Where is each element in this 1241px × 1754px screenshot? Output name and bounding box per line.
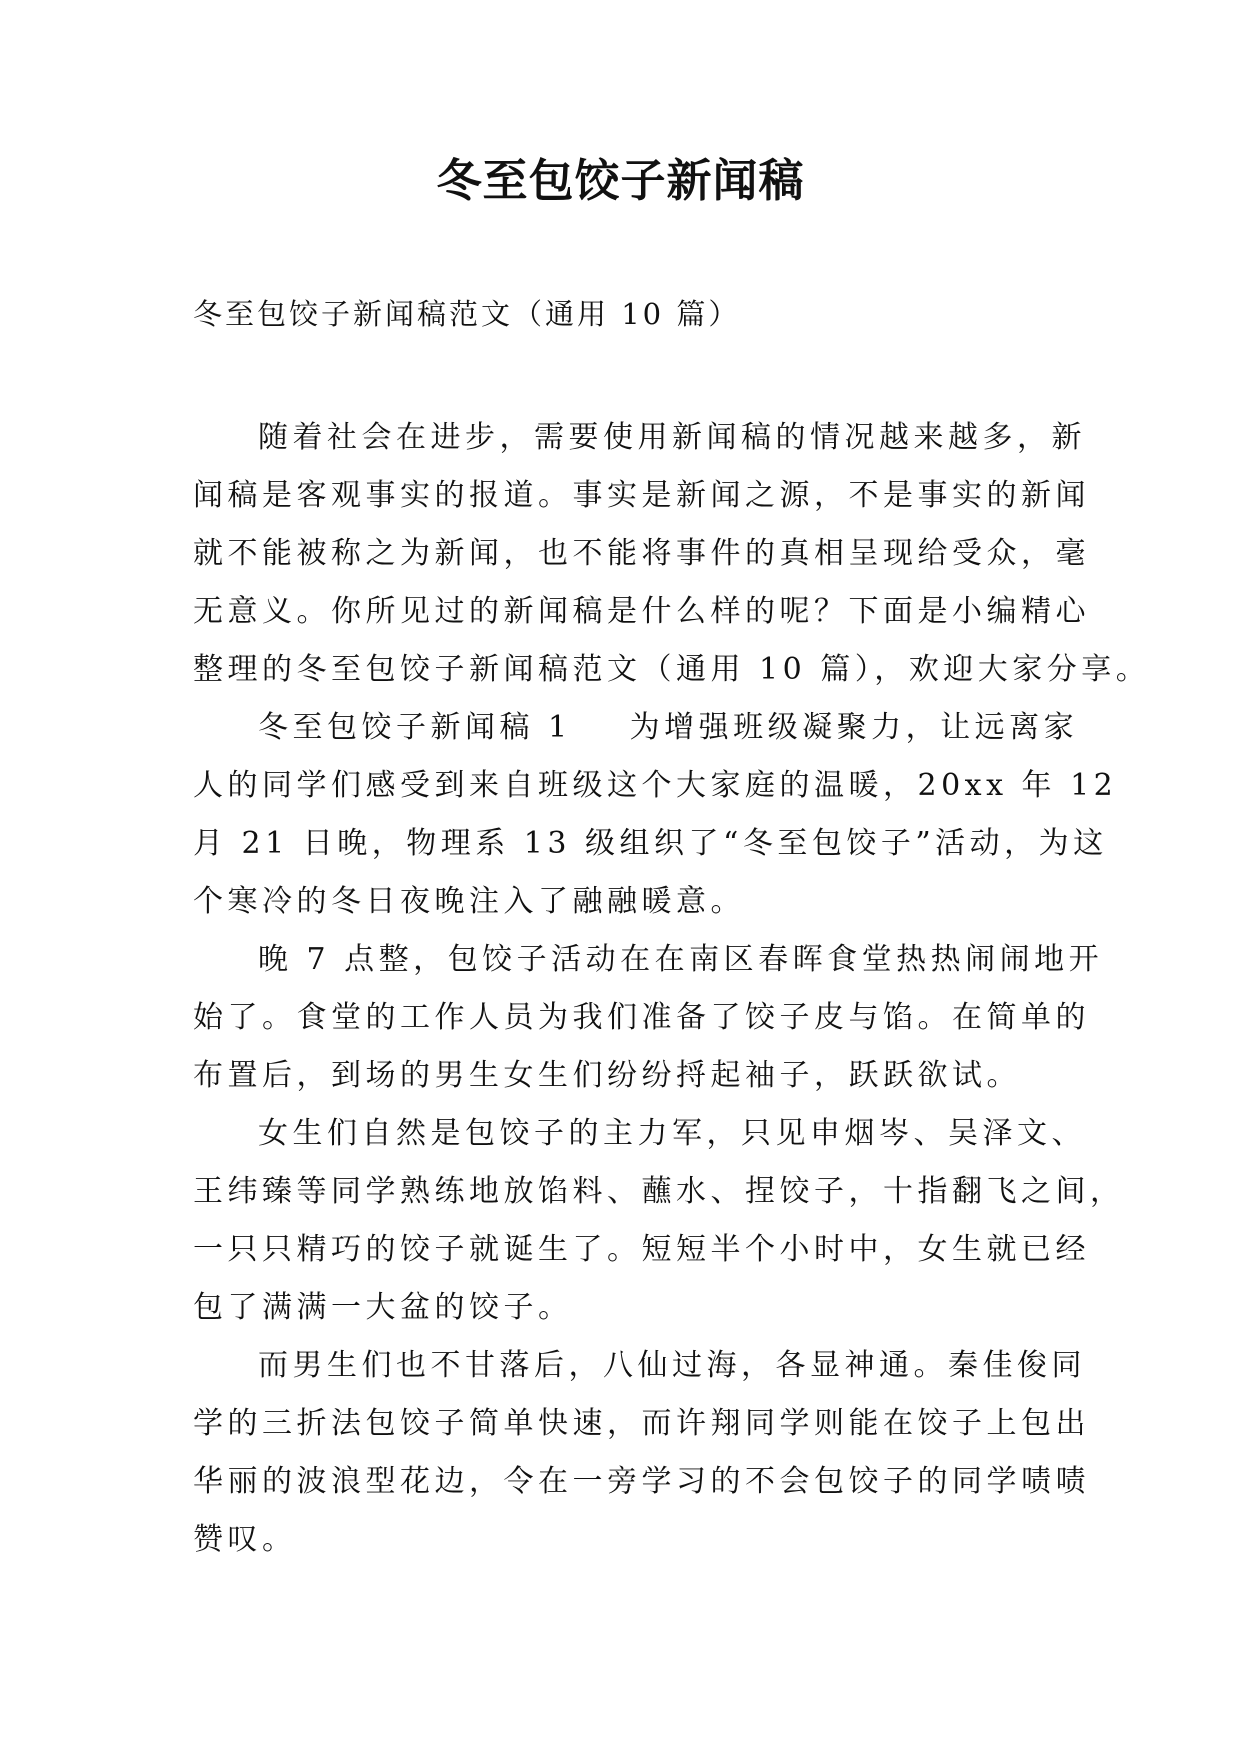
paragraph-line: 赞叹。 bbox=[193, 1522, 297, 1557]
document-body bbox=[193, 409, 1151, 1569]
paragraph-line: 随着社会在进步，需要使用新闻稿的情况越来越多，新 bbox=[258, 420, 1086, 455]
paragraph-line: 而男生们也不甘落后，八仙过海，各显神通。秦佳俊同 bbox=[258, 1348, 1086, 1383]
document-title: 冬至包饺子新闻稿 bbox=[436, 154, 805, 207]
paragraph-line: 王纬臻等同学熟练地放馅料、蘸水、捏饺子，十指翻飞之间， bbox=[193, 1174, 1125, 1209]
paragraph-line: 包了满满一大盆的饺子。 bbox=[193, 1290, 573, 1325]
paragraph-line: 整理的冬至包饺子新闻稿范文（通用 10 篇），欢迎大家分享。 bbox=[193, 652, 1151, 687]
paragraph-line: 闻稿是客观事实的报道。事实是新闻之源，不是事实的新闻 bbox=[193, 478, 1090, 513]
paragraph-line: 人的同学们感受到来自班级这个大家庭的温暖，20xx 年 12 bbox=[193, 768, 1118, 803]
paragraph-line: 月 21 日晚，物理系 13 级组织了“冬至包饺子”活动，为这 bbox=[193, 826, 1108, 861]
section-heading-line bbox=[193, 699, 1079, 757]
paragraph-line: 个寒冷的冬日夜晚注入了融融暖意。 bbox=[193, 884, 745, 919]
paragraph-line: 无意义。你所见过的新闻稿是什么样的呢？下面是小编精心 bbox=[193, 594, 1090, 629]
paragraph-line: 晚 7 点整，包饺子活动在在南区春晖食堂热热闹闹地开 bbox=[258, 942, 1104, 977]
document-subtitle: 冬至包饺子新闻稿范文（通用 10 篇） bbox=[193, 297, 741, 331]
paragraph-line: 华丽的波浪型花边，令在一旁学习的不会包饺子的同学啧啧 bbox=[193, 1464, 1090, 1499]
paragraph-line: 始了。食堂的工作人员为我们准备了饺子皮与馅。在简单的 bbox=[193, 1000, 1090, 1035]
paragraph-line: 就不能被称之为新闻，也不能将事件的真相呈现给受众，毫 bbox=[193, 536, 1090, 571]
paragraph-line: 一只只精巧的饺子就诞生了。短短半个小时中，女生就已经 bbox=[193, 1232, 1090, 1267]
paragraph-text: 为增强班级凝聚力，让远离家 bbox=[629, 710, 1079, 745]
section-heading: 冬至包饺子新闻稿 1 bbox=[258, 710, 572, 745]
paragraph-line: 学的三折法包饺子简单快速，而许翔同学则能在饺子上包出 bbox=[193, 1406, 1090, 1441]
paragraph-line: 布置后，到场的男生女生们纷纷捋起袖子，跃跃欲试。 bbox=[193, 1058, 1021, 1093]
paragraph-line: 女生们自然是包饺子的主力军，只见申烟岑、吴泽文、 bbox=[258, 1116, 1086, 1151]
